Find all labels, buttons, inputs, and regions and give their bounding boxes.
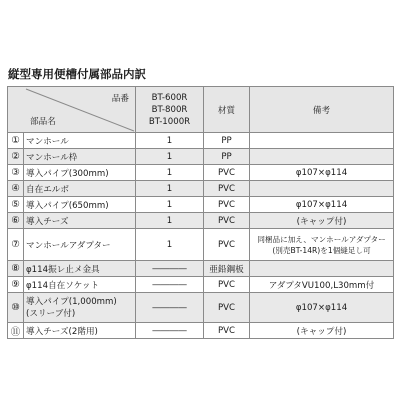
row-remarks: アダプタVU100,L30mm付 [250,277,394,293]
table-row [8,149,394,165]
table-row [8,323,394,339]
row-remarks [250,149,394,165]
table-row [8,133,394,149]
page-title: 縦型専用便槽付属部品内訳 [8,67,146,81]
row-quantity: 1 [136,181,204,197]
row-quantity: ―――― [136,277,204,293]
row-quantity: 1 [136,165,204,181]
row-remarks: φ107×φ114 [250,165,394,181]
table-row [8,261,394,277]
row-remarks [250,229,394,261]
table-row [8,181,394,197]
row-number: ① [8,133,24,149]
row-remarks [250,181,394,197]
row-remarks: (キャップ付) [250,323,394,339]
header-remarks: 備考 [250,87,394,133]
row-material: PVC [204,323,250,339]
row-quantity: 1 [136,133,204,149]
row-number: ⑤ [8,197,24,213]
row-quantity: 1 [136,229,204,261]
row-part-name: マンホール枠 [24,149,136,165]
row-quantity: 1 [136,149,204,165]
row-quantity: ―――― [136,323,204,339]
row-material: 亜鉛鋼板 [204,261,250,277]
part-name-line: 導入パイプ(1,000mm) [26,296,117,307]
row-part-name [24,293,136,323]
table-row [8,165,394,181]
row-part-name: φ114自在ソケット [24,277,136,293]
row-remarks [250,133,394,149]
row-part-name: 導入チーズ(2階用) [24,323,136,339]
row-part-name: マンホールアダプター [24,229,136,261]
header-corner-cell [8,87,136,133]
row-material: PVC [204,293,250,323]
row-material: PVC [204,197,250,213]
row-part-name: 自在エルボ [24,181,136,197]
table-row [8,197,394,213]
remarks-line: 同梱品に加え、マンホールアダプター [257,234,386,244]
row-material: PVC [204,213,250,229]
model-label: BT-800R [151,104,188,115]
part-number-label: 品番 [111,94,129,104]
row-quantity: 1 [136,213,204,229]
table-header-row [8,87,394,133]
row-number: ⑪ [8,323,24,339]
row-number: ⑨ [8,277,24,293]
model-label: BT-600R [151,92,188,103]
model-label: BT-1000R [148,116,191,127]
row-remarks: φ107×φ114 [250,293,394,323]
row-remarks: φ107×φ114 [250,197,394,213]
header-models [136,87,204,133]
row-part-name: 導入チーズ [24,213,136,229]
row-part-name: φ114振レ止メ金具 [24,261,136,277]
table-row [8,293,394,323]
row-number: ⑩ [8,293,24,323]
row-part-name: 導入パイプ(300mm) [24,165,136,181]
row-quantity: 1 [136,197,204,213]
row-quantity: ―――― [136,261,204,277]
parts-table [7,86,394,339]
part-name-line: (スリーブ付) [26,308,76,319]
row-number: ⑧ [8,261,24,277]
row-number: ② [8,149,24,165]
row-number: ⑦ [8,229,24,261]
row-remarks [250,261,394,277]
row-material: PVC [204,277,250,293]
row-number: ④ [8,181,24,197]
table-row [8,277,394,293]
row-part-name: マンホール [24,133,136,149]
row-remarks: (キャップ付) [250,213,394,229]
row-material: PP [204,149,250,165]
row-quantity: ―――― [136,293,204,323]
remarks-line: (別売BT-14R)を1個縫足し可 [272,245,371,255]
row-part-name: 導入パイプ(650mm) [24,197,136,213]
row-number: ⑥ [8,213,24,229]
row-material: PVC [204,165,250,181]
table-row [8,229,394,261]
part-name-label: 部品名 [30,117,56,127]
row-material: PVC [204,229,250,261]
row-material: PVC [204,181,250,197]
row-material: PP [204,133,250,149]
table-row [8,213,394,229]
row-number: ③ [8,165,24,181]
header-material: 材質 [204,87,250,133]
